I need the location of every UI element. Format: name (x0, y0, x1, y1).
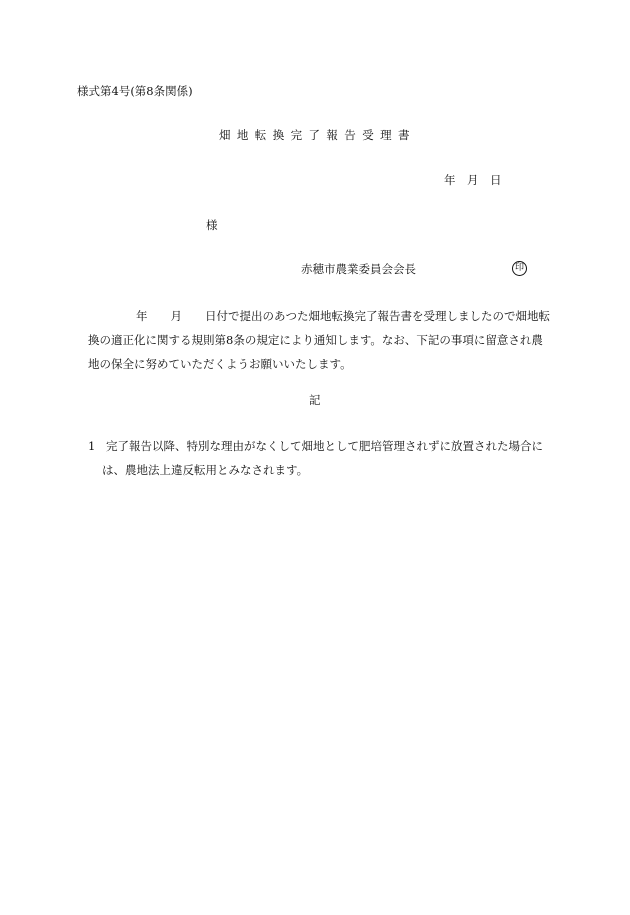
note-item (88, 434, 552, 482)
ki-heading: 記 (309, 393, 321, 407)
document-title: 畑地転換完了報告受理書 (219, 128, 416, 142)
note-number: 1 (88, 439, 96, 453)
recipient-honorific: 様 (206, 218, 218, 232)
sender-name: 赤穂市農業委員会会長 (301, 262, 416, 276)
body-lead: 年 月 日付で提出のあつた畑地転換完了報告書を受理しましたので畑地転換の適正化に関する規則第8条の規定により通知します。なお、下記の事項に留意され農地の保全に努めていただくようお願いいたします。 (88, 309, 550, 371)
body-paragraph (88, 304, 552, 376)
date-line: 年 月 日 (444, 173, 502, 187)
seal-mark: 印 (512, 261, 527, 276)
note-text: 完了報告以降、特別な理由がなくして畑地として肥培管理されずに放置された場合には、農地法上違反転用とみなされます。 (102, 439, 543, 477)
notes-list (88, 434, 552, 482)
form-number: 様式第4号(第8条関係) (77, 84, 193, 98)
